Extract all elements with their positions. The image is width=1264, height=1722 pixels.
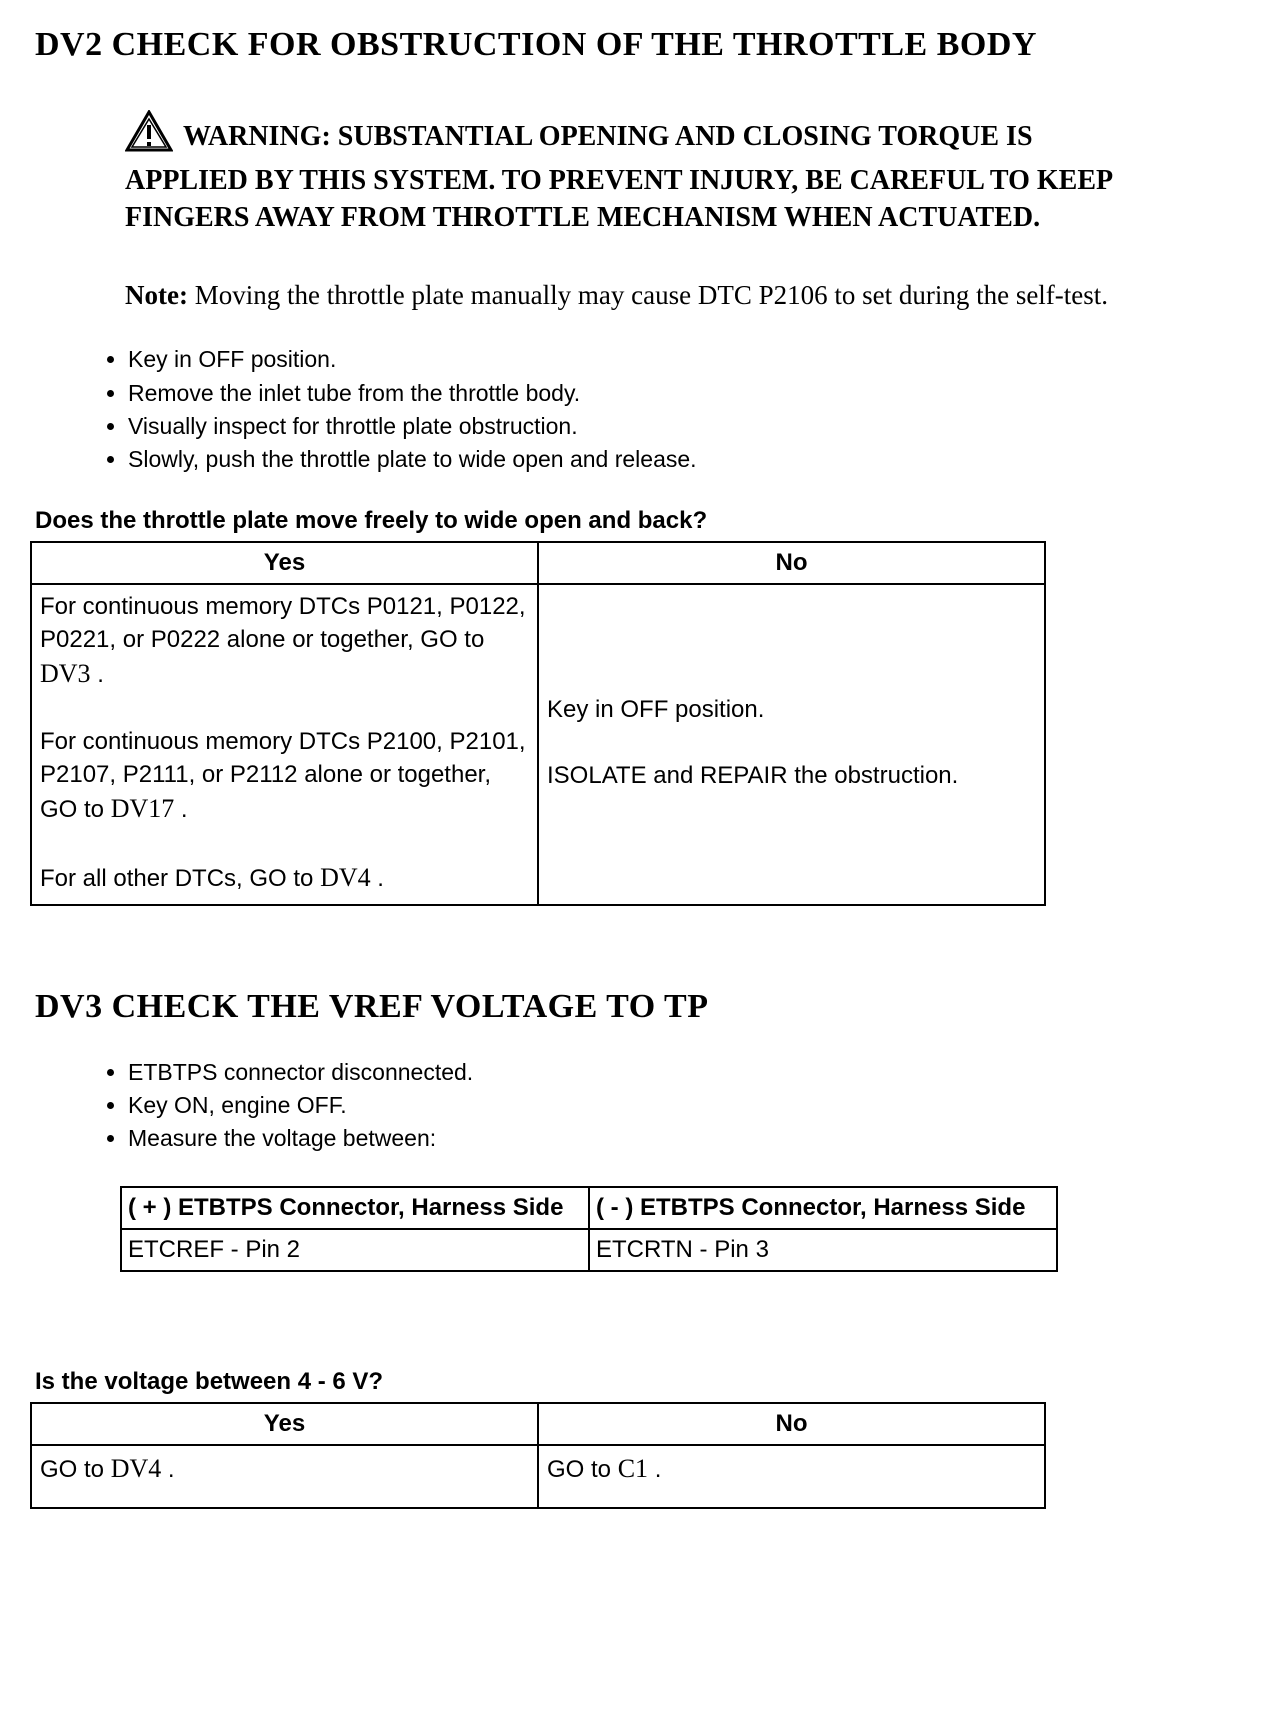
warning-triangle-icon bbox=[125, 110, 173, 163]
list-item: • Slowly, push the throttle plate to wide open and release. bbox=[128, 443, 1234, 476]
yes-action-2 bbox=[40, 725, 529, 827]
note-label: Note: bbox=[125, 279, 188, 310]
no-column-header: No bbox=[538, 542, 1045, 584]
dv2-result-table bbox=[30, 541, 1046, 906]
no-action-1: Key in OFF position. bbox=[547, 696, 765, 724]
dv3-no-cell bbox=[538, 1445, 1045, 1508]
list-item: • Measure the voltage between: bbox=[128, 1122, 1234, 1155]
goto-dv4-link[interactable]: DV4 bbox=[110, 1453, 162, 1483]
no-action bbox=[547, 1451, 1036, 1487]
section-dv2-title: DV2 CHECK FOR OBSTRUCTION OF THE THROTTLE BODY bbox=[35, 26, 1037, 63]
action-text: For continuous memory DTCs P0121, P0122, P0221, or P0222 alone or together, GO to bbox=[40, 592, 526, 653]
section-dv3-title: DV3 CHECK THE VREF VOLTAGE TO TP bbox=[35, 987, 709, 1025]
minus-connector-header: ( - ) ETBTPS Connector, Harness Side bbox=[589, 1187, 1057, 1229]
table-row bbox=[31, 1445, 1045, 1508]
table-header-row bbox=[31, 542, 1045, 584]
table-header-row bbox=[31, 1403, 1045, 1445]
action-text: For all other DTCs, GO to bbox=[40, 864, 321, 892]
no-column-header: No bbox=[538, 1403, 1045, 1445]
action-text: . bbox=[90, 660, 104, 688]
dv2-no-cell bbox=[538, 584, 1045, 905]
dv3-steps-list bbox=[110, 1056, 1234, 1156]
warning-text: WARNING: SUBSTANTIAL OPENING AND CLOSING TORQUE IS APPLIED BY THIS SYSTEM. TO PREVENT INJURY, BE CAREFUL TO KEEP FINGERS AWAY FROM THROTTLE MECHANISM WHEN ACTUATED. bbox=[125, 121, 1112, 233]
dv3-measurement-table bbox=[120, 1186, 1058, 1272]
goto-dv3-link[interactable]: DV3 bbox=[40, 658, 91, 688]
no-action-2: ISOLATE and REPAIR the obstruction. bbox=[547, 762, 959, 790]
action-text: GO to bbox=[547, 1455, 618, 1483]
action-text: . bbox=[174, 795, 188, 823]
action-text: . bbox=[161, 1455, 175, 1483]
table-header-row bbox=[121, 1187, 1057, 1229]
action-text: . bbox=[648, 1455, 662, 1483]
yes-action-3 bbox=[40, 860, 529, 896]
table-row bbox=[31, 584, 1045, 905]
minus-pin-cell: ETCRTN - Pin 3 bbox=[589, 1229, 1057, 1271]
dv3-question: Is the voltage between 4 - 6 V? bbox=[35, 1367, 384, 1395]
list-item: • Key ON, engine OFF. bbox=[128, 1089, 1234, 1122]
dv3-result-table bbox=[30, 1402, 1046, 1509]
plus-connector-header: ( + ) ETBTPS Connector, Harness Side bbox=[121, 1187, 589, 1229]
goto-c1-link[interactable]: C1 bbox=[617, 1453, 649, 1483]
list-item: • Visually inspect for throttle plate obstruction. bbox=[128, 410, 1234, 443]
warning-block bbox=[125, 110, 1139, 237]
yes-action-1 bbox=[40, 590, 529, 692]
dv2-question: Does the throttle plate move freely to wide open and back? bbox=[35, 506, 708, 534]
yes-column-header: Yes bbox=[31, 542, 538, 584]
list-item: • Remove the inlet tube from the throttle body. bbox=[128, 377, 1234, 410]
dv2-steps-list bbox=[110, 343, 1234, 476]
table-row bbox=[121, 1229, 1057, 1271]
plus-pin-cell: ETCREF - Pin 2 bbox=[121, 1229, 589, 1271]
note-text: Moving the throttle plate manually may cause DTC P2106 to set during the self-test. bbox=[194, 279, 1109, 310]
action-text: GO to bbox=[40, 1455, 111, 1483]
yes-column-header: Yes bbox=[31, 1403, 538, 1445]
goto-dv4-link[interactable]: DV4 bbox=[320, 862, 371, 892]
yes-action bbox=[40, 1451, 529, 1487]
list-item: • ETBTPS connector disconnected. bbox=[128, 1056, 1234, 1089]
list-item: • Key in OFF position. bbox=[128, 343, 1234, 376]
note-block bbox=[125, 277, 1139, 313]
goto-dv17-link[interactable]: DV17 bbox=[110, 793, 175, 823]
dv3-yes-cell bbox=[31, 1445, 538, 1508]
action-text: . bbox=[370, 864, 384, 892]
action-text: For continuous memory DTCs P2100, P2101, P2107, P2111, or P2112 alone or together, GO to bbox=[40, 727, 526, 823]
dv2-yes-cell bbox=[31, 584, 538, 905]
